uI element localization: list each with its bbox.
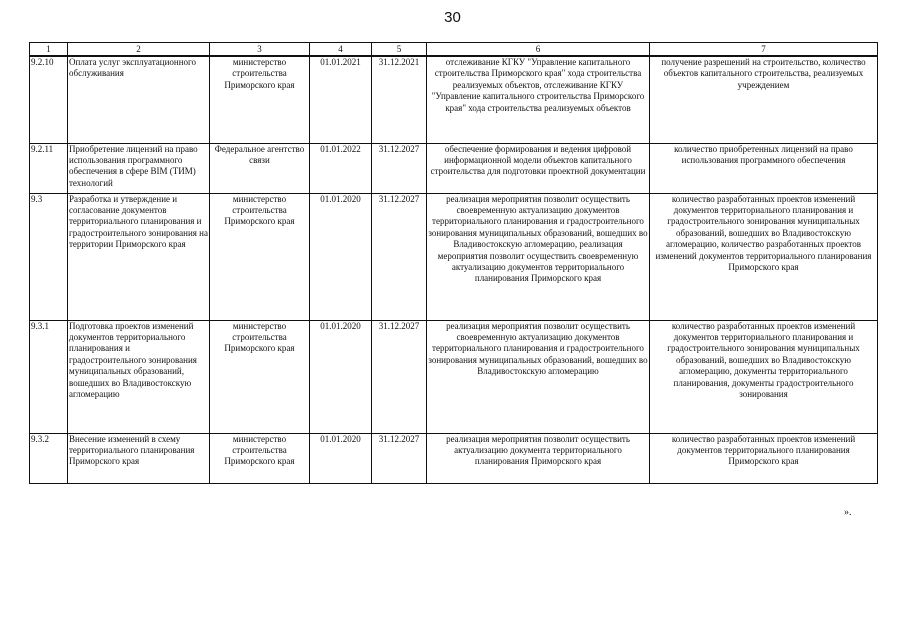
- closing-quote-mark: ».: [844, 507, 852, 518]
- expected-result: реализация мероприятия позволит осуществить актуализацию документа территориального планирования Приморского края: [427, 433, 650, 483]
- indicator: количество разработанных проектов изменений документов территориального планирования и градостроительного зонирования муниципальных образований, вошедших во Владивостокскую агломерацию, количество разработанных проектов изменений документов территориального планирования Приморского края: [650, 193, 878, 320]
- column-header: 3: [210, 43, 310, 57]
- start-date: 01.01.2020: [310, 320, 372, 433]
- start-date: 01.01.2020: [310, 193, 372, 320]
- activity-name: Подготовка проектов изменений документов территориального планирования и градостроительного зонирования муниципальных образований, вошедших во Владивостокскую агломерацию: [68, 320, 210, 433]
- activities-table: [29, 42, 878, 484]
- column-header: 6: [427, 43, 650, 57]
- start-date: 01.01.2021: [310, 56, 372, 143]
- expected-result: реализация мероприятия позволит осуществить своевременную актуализацию документов территориального планирования и градостроительного зонирования муниципальных образований, вошедших во Владивостокскую агломерацию, реализация мероприятия позволит осуществить своевременную актуализацию документов территориального планирования Приморского края: [427, 193, 650, 320]
- executor: министерство строительства Приморского края: [210, 320, 310, 433]
- row-id: 9.3.1: [30, 320, 68, 433]
- row-id: 9.2.10: [30, 56, 68, 143]
- expected-result: реализация мероприятия позволит осуществить своевременную актуализацию документов территориального планирования и градостроительного зонирования муниципальных образований, вошедших во Владивостокскую агломерацию: [427, 320, 650, 433]
- indicator: количество приобретенных лицензий на право использования программного обеспечения: [650, 143, 878, 193]
- executor: Федеральное агентство связи: [210, 143, 310, 193]
- expected-result: обеспечение формирования и ведения цифровой информационной модели объектов капитального строительства для подготовки проектной документации: [427, 143, 650, 193]
- column-header: 1: [30, 43, 68, 57]
- table-row: [30, 56, 878, 143]
- header-row: [30, 43, 878, 57]
- start-date: 01.01.2022: [310, 143, 372, 193]
- indicator: получение разрешений на строительство, количество объектов капитального строительства, реализуемых учреждением: [650, 56, 878, 143]
- executor: министерство строительства Приморского края: [210, 56, 310, 143]
- column-header: 5: [372, 43, 427, 57]
- table-row: [30, 193, 878, 320]
- activity-name: Внесение изменений в схему территориального планирования Приморского края: [68, 433, 210, 483]
- end-date: 31.12.2021: [372, 56, 427, 143]
- start-date: 01.01.2020: [310, 433, 372, 483]
- row-id: 9.3.2: [30, 433, 68, 483]
- column-header: 7: [650, 43, 878, 57]
- table-row: [30, 433, 878, 483]
- activity-name: Оплата услуг эксплуатационного обслуживания: [68, 56, 210, 143]
- table-row: [30, 143, 878, 193]
- indicator: количество разработанных проектов изменений документов территориального планирования Приморского края: [650, 433, 878, 483]
- table-row: [30, 320, 878, 433]
- activity-name: Разработка и утверждение и согласование документов территориального планирования и градостроительного зонирования на территории Приморского края: [68, 193, 210, 320]
- end-date: 31.12.2027: [372, 433, 427, 483]
- column-header: 4: [310, 43, 372, 57]
- page-number: 30: [444, 9, 461, 26]
- activity-name: Приобретение лицензий на право использования программного обеспечения в сфере BIM (ТИМ) технологий: [68, 143, 210, 193]
- executor: министерство строительства Приморского края: [210, 433, 310, 483]
- end-date: 31.12.2027: [372, 193, 427, 320]
- row-id: 9.3: [30, 193, 68, 320]
- executor: министерство строительства Приморского края: [210, 193, 310, 320]
- column-header: 2: [68, 43, 210, 57]
- end-date: 31.12.2027: [372, 143, 427, 193]
- indicator: количество разработанных проектов изменений документов территориального планирования и градостроительного зонирования муниципальных образований, вошедших во Владивостокскую агломерацию, документы территориального планирования, документы градостроительного зонирования: [650, 320, 878, 433]
- end-date: 31.12.2027: [372, 320, 427, 433]
- expected-result: отслеживание КГКУ "Управление капитального строительства Приморского края" хода строительства реализуемых объектов, отслеживание КГКУ "Управление капитального строительства Приморского края" хода строительства реализуемых объектов: [427, 56, 650, 143]
- row-id: 9.2.11: [30, 143, 68, 193]
